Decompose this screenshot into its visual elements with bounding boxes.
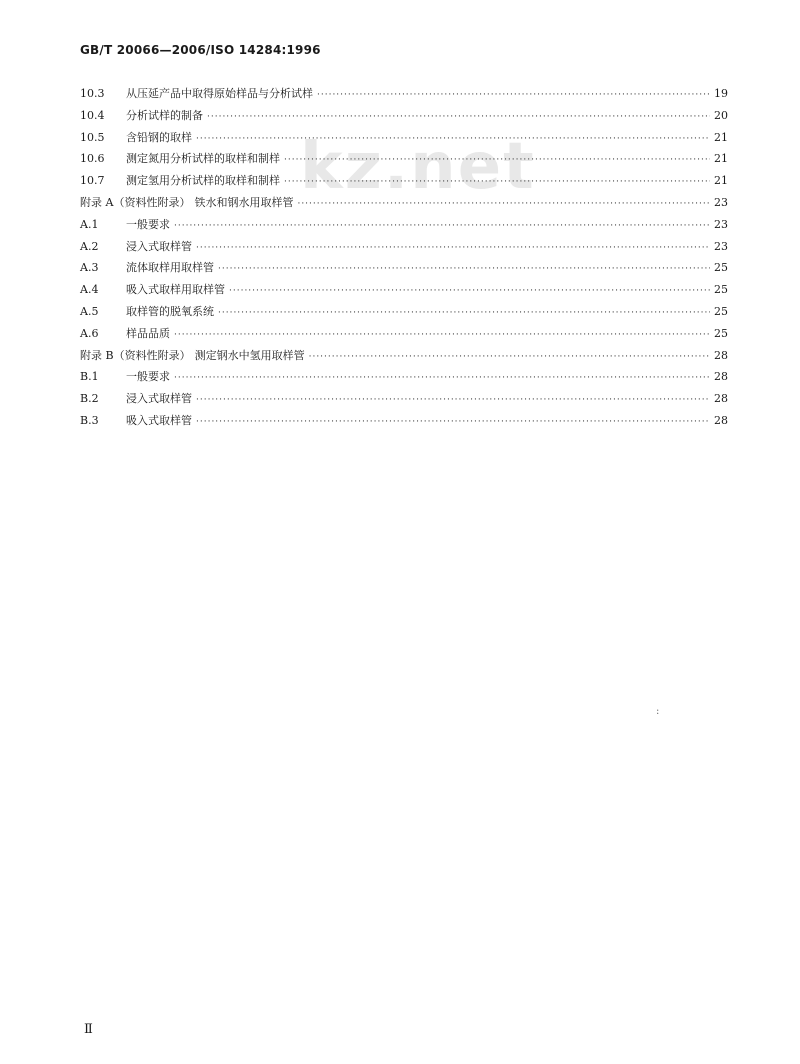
toc-entry-page: 19 [714, 87, 728, 100]
toc-dot-leader [174, 368, 710, 390]
toc-entry-page: 25 [714, 261, 728, 275]
toc-entry [80, 148, 728, 170]
toc-entry [80, 366, 728, 388]
toc-dot-leader [284, 172, 710, 194]
toc-entry-title: 浸入式取样管 [126, 239, 192, 253]
page-number: Ⅱ [84, 1022, 93, 1037]
toc-entry [80, 83, 728, 105]
toc-entry-number: 附录 A（资料性附录） [80, 195, 191, 209]
toc-entry-number: A.1 [80, 217, 99, 231]
toc-entry-page: 20 [714, 108, 728, 122]
toc-entry-number: 10.7 [80, 174, 105, 188]
table-of-contents [80, 83, 728, 432]
toc-entry-title: 样品品质 [126, 326, 170, 340]
toc-dot-leader [196, 129, 710, 151]
toc-entry [80, 279, 728, 301]
toc-entry-page: 21 [714, 152, 728, 166]
toc-entry-number: A.3 [80, 261, 99, 275]
toc-entry [80, 105, 728, 127]
toc-dot-leader [196, 412, 710, 434]
toc-entry [80, 170, 728, 192]
toc-entry-title: 吸入式取样用取样管 [126, 283, 225, 297]
toc-entry [80, 127, 728, 149]
standard-header: GB/T 20066—2006/ISO 14284:1996 [80, 43, 321, 57]
toc-entry-page: 25 [714, 304, 728, 318]
toc-entry [80, 345, 728, 367]
toc-entry-title: 铁水和钢水用取样管 [194, 195, 294, 209]
toc-entry-title: 含铅钢的取样 [126, 130, 192, 144]
toc-entry-title: 测定钢水中氢用取样管 [194, 348, 305, 362]
toc-dot-leader [309, 347, 710, 369]
toc-entry-page: 21 [714, 130, 728, 144]
toc-entry-title: 测定氢用分析试样的取样和制样 [126, 174, 280, 188]
toc-entry-number: B.3 [80, 413, 99, 427]
toc-entry-number: 10.6 [80, 152, 105, 166]
toc-entry-title: 吸入式取样管 [126, 413, 192, 427]
toc-entry-page: 28 [714, 348, 728, 362]
toc-dot-leader [207, 107, 710, 129]
toc-entry-page: 23 [714, 217, 728, 231]
toc-entry-number: A.5 [80, 304, 99, 318]
toc-entry-page: 25 [714, 283, 728, 297]
toc-entry-page: 28 [714, 392, 728, 406]
toc-entry-number: A.4 [80, 283, 99, 297]
toc-entry-page: 28 [714, 413, 728, 427]
toc-dot-leader [218, 303, 710, 325]
toc-entry-number: 10.3 [80, 87, 105, 100]
toc-entry-number: A.6 [80, 326, 99, 340]
toc-entry-title: 一般要求 [126, 370, 170, 384]
toc-entry-title: 分析试样的制备 [126, 108, 203, 122]
toc-entry-number: B.2 [80, 392, 99, 406]
toc-entry [80, 388, 728, 410]
toc-dot-leader [229, 281, 710, 303]
toc-dot-leader [174, 216, 710, 238]
toc-entry-title: 一般要求 [126, 217, 170, 231]
toc-entry [80, 192, 728, 214]
toc-entry-title: 从压延产品中取得原始样品与分析试样 [126, 87, 313, 100]
toc-entry [80, 323, 728, 345]
toc-entry-title: 浸入式取样管 [126, 392, 192, 406]
toc-entry-number: 10.5 [80, 130, 105, 144]
toc-dot-leader [297, 194, 710, 216]
toc-entry-page: 25 [714, 326, 728, 340]
toc-entry [80, 214, 728, 236]
toc-dot-leader [196, 238, 710, 260]
toc-entry [80, 410, 728, 432]
toc-entry [80, 257, 728, 279]
toc-entry-page: 28 [714, 370, 728, 384]
toc-entry-page: 23 [714, 239, 728, 253]
toc-dot-leader [196, 390, 710, 412]
toc-entry-number: 附录 B（资料性附录） [80, 348, 191, 362]
toc-entry-page: 21 [714, 174, 728, 188]
toc-entry-title: 取样管的脱氧系统 [126, 304, 214, 318]
toc-dot-leader [317, 85, 710, 107]
toc-entry-number: 10.4 [80, 108, 105, 122]
toc-dot-leader [218, 259, 710, 281]
watermark: kz.net [300, 130, 536, 204]
toc-dot-leader [174, 325, 710, 347]
toc-dot-leader [284, 150, 710, 172]
toc-entry-page: 23 [714, 195, 728, 209]
toc-entry-number: B.1 [80, 370, 99, 384]
toc-entry-title: 流体取样用取样管 [126, 261, 214, 275]
toc-entry [80, 301, 728, 323]
toc-entry-number: A.2 [80, 239, 99, 253]
toc-entry-title: 测定氮用分析试样的取样和制样 [126, 152, 280, 166]
scan-mark: : [656, 706, 660, 717]
toc-entry [80, 236, 728, 258]
